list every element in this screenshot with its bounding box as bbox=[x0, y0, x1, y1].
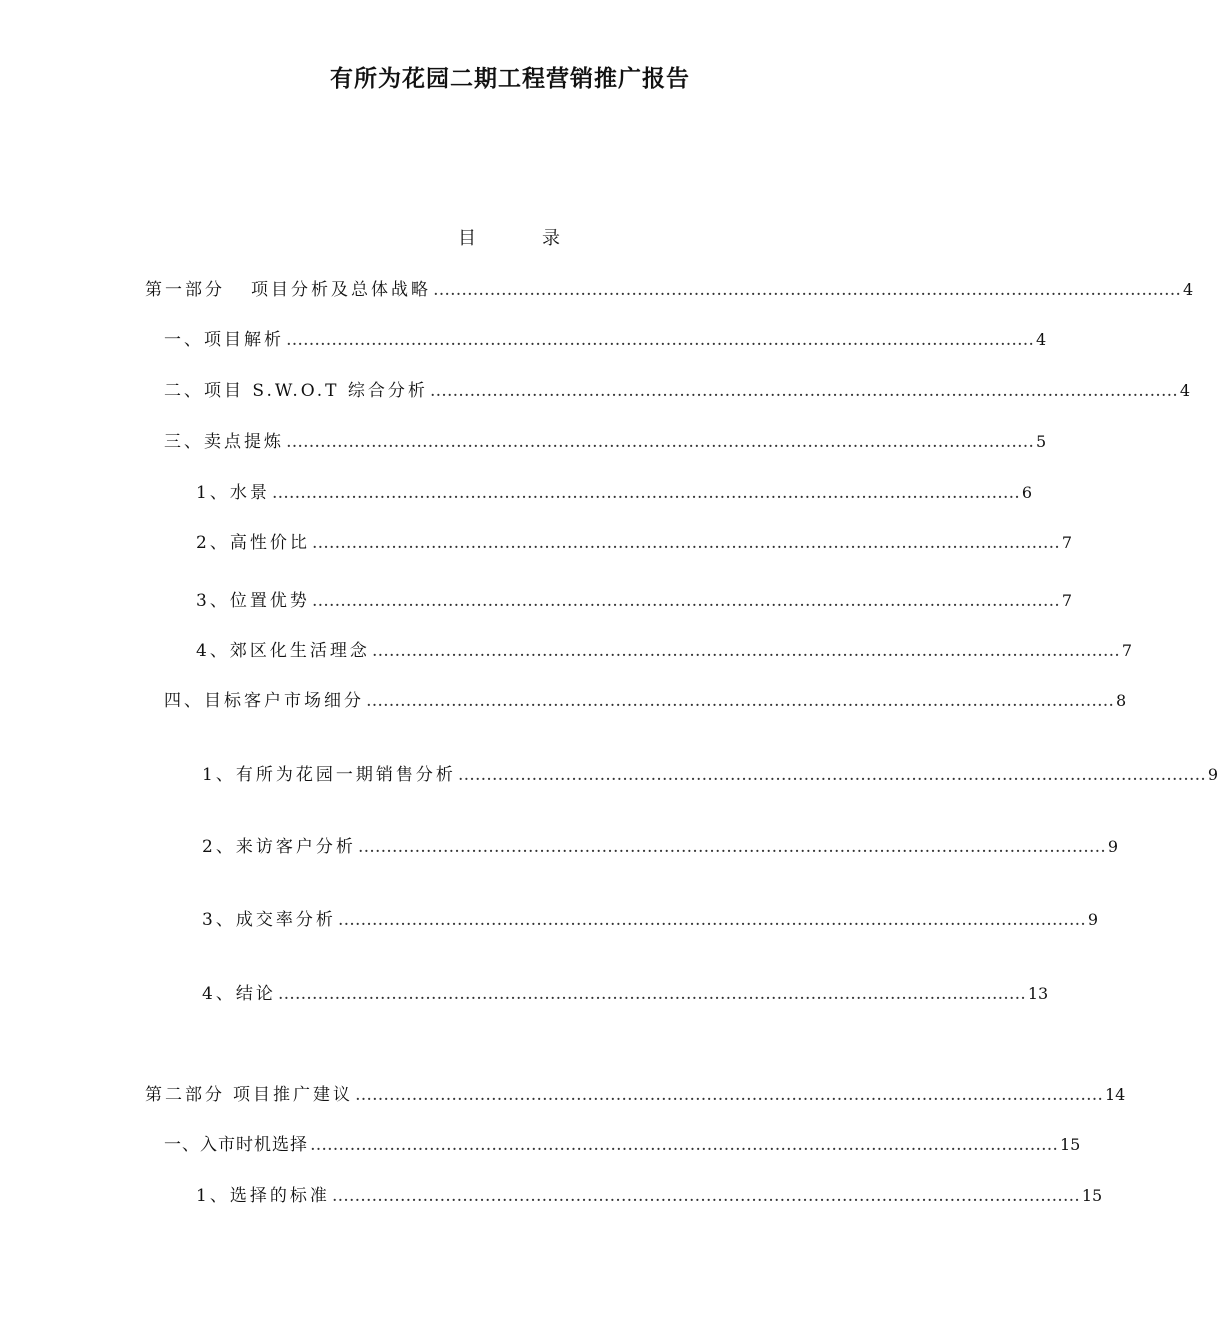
toc-page-number: 6 bbox=[1021, 483, 1033, 502]
toc-entry-suburban-living[interactable] bbox=[196, 636, 1133, 662]
toc-leader-dots: …………………………………………………………………………………………………………………… bbox=[311, 533, 1060, 553]
toc-entry-label: 1、有所为花园一期销售分析 bbox=[202, 765, 456, 785]
toc-entry-waterscape[interactable] bbox=[196, 478, 1033, 504]
toc-entry-project-analysis[interactable] bbox=[164, 325, 1047, 351]
toc-entry-label: 四、目标客户市场细分 bbox=[164, 691, 364, 711]
toc-leader-dots: …………………………………………………………………………………………………………………… bbox=[311, 591, 1060, 611]
toc-entry-label: 3、位置优势 bbox=[196, 591, 310, 611]
toc-entry-label: 一、入市时机选择 bbox=[164, 1135, 308, 1155]
toc-leader-dots: …………………………………………………………………………………………………………………… bbox=[331, 1186, 1080, 1206]
toc-page-number: 9 bbox=[1207, 765, 1218, 784]
toc-page-number: 7 bbox=[1061, 533, 1073, 552]
toc-leader-dots: …………………………………………………………………………………………………………………… bbox=[286, 330, 1034, 350]
toc-entry-label: 2、高性价比 bbox=[196, 533, 310, 553]
toc-entry-target-market[interactable] bbox=[164, 686, 1127, 712]
toc-entry-label: 1、水景 bbox=[196, 483, 270, 503]
toc-part-label: 第二部分 bbox=[145, 1085, 225, 1105]
toc-page-number: 5 bbox=[1036, 432, 1047, 451]
toc-entry-market-timing[interactable] bbox=[164, 1130, 1081, 1156]
toc-entry-part-1[interactable] bbox=[145, 275, 1194, 301]
toc-leader-dots: …………………………………………………………………………………………………………………… bbox=[286, 432, 1034, 452]
toc-leader-dots: …………………………………………………………………………………………………………………… bbox=[429, 381, 1178, 401]
toc-part-title: 项目推广建议 bbox=[233, 1085, 353, 1105]
toc-entry-selling-points[interactable] bbox=[164, 427, 1047, 453]
toc-entry-phase1-sales[interactable] bbox=[202, 760, 1218, 786]
toc-page-number: 13 bbox=[1027, 984, 1049, 1003]
toc-part-label: 第一部分 bbox=[145, 280, 225, 300]
toc-page-number: 8 bbox=[1116, 691, 1127, 710]
toc-leader-dots: …………………………………………………………………………………………………………………… bbox=[366, 691, 1114, 711]
toc-leader-dots: …………………………………………………………………………………………………………………… bbox=[277, 984, 1026, 1004]
toc-heading-char-2: 录 bbox=[542, 228, 560, 249]
toc-entry-label: 2、来访客户分析 bbox=[202, 837, 356, 857]
toc-part-title: 项目分析及总体战略 bbox=[251, 280, 431, 300]
toc-heading-char-1: 目 bbox=[458, 228, 476, 249]
toc-page-number: 9 bbox=[1107, 837, 1119, 856]
toc-leader-dots: …………………………………………………………………………………………………………………… bbox=[433, 280, 1181, 300]
toc-leader-dots: …………………………………………………………………………………………………………………… bbox=[371, 641, 1120, 661]
toc-page-number: 15 bbox=[1081, 1186, 1103, 1205]
toc-leader-dots: …………………………………………………………………………………………………………………… bbox=[310, 1135, 1058, 1155]
toc-page-number: 9 bbox=[1087, 910, 1099, 929]
toc-entry-label: 4、郊区化生活理念 bbox=[196, 641, 370, 661]
toc-page-number: 4 bbox=[1183, 280, 1194, 299]
toc-page-number: 7 bbox=[1121, 641, 1133, 660]
toc-entry-value[interactable] bbox=[196, 528, 1073, 554]
toc-entry-conversion[interactable] bbox=[202, 905, 1099, 931]
toc-leader-dots: …………………………………………………………………………………………………………………… bbox=[271, 483, 1020, 503]
toc-entry-criteria[interactable] bbox=[196, 1181, 1103, 1207]
toc-leader-dots: …………………………………………………………………………………………………………………… bbox=[457, 765, 1206, 785]
toc-page-number: 4 bbox=[1036, 330, 1047, 349]
toc-entry-visitors[interactable] bbox=[202, 832, 1119, 858]
document-title: 有所为花园二期工程营销推广报告 bbox=[330, 66, 690, 92]
toc-entry-label: 3、成交率分析 bbox=[202, 910, 336, 930]
toc-entry-label: 三、卖点提炼 bbox=[164, 432, 284, 452]
toc-leader-dots: …………………………………………………………………………………………………………………… bbox=[337, 910, 1086, 930]
toc-page-number: 7 bbox=[1061, 591, 1073, 610]
toc-leader-dots: …………………………………………………………………………………………………………………… bbox=[357, 837, 1106, 857]
toc-page-number: 15 bbox=[1060, 1135, 1081, 1154]
toc-page-number: 14 bbox=[1105, 1085, 1126, 1104]
toc-page-number: 4 bbox=[1179, 381, 1191, 400]
toc-entry-part-2[interactable] bbox=[145, 1080, 1126, 1106]
toc-entry-swot[interactable] bbox=[164, 376, 1191, 402]
toc-leader-dots: …………………………………………………………………………………………………………………… bbox=[355, 1085, 1103, 1105]
toc-entry-label: 一、项目解析 bbox=[164, 330, 284, 350]
toc-heading bbox=[458, 224, 560, 250]
toc-entry-location[interactable] bbox=[196, 586, 1073, 612]
toc-entry-label: 4、结论 bbox=[202, 984, 276, 1004]
toc-entry-label: 二、项目 S.W.O.T 综合分析 bbox=[164, 381, 428, 401]
toc-entry-label: 1、选择的标准 bbox=[196, 1186, 330, 1206]
toc-entry-conclusion[interactable] bbox=[202, 979, 1049, 1005]
